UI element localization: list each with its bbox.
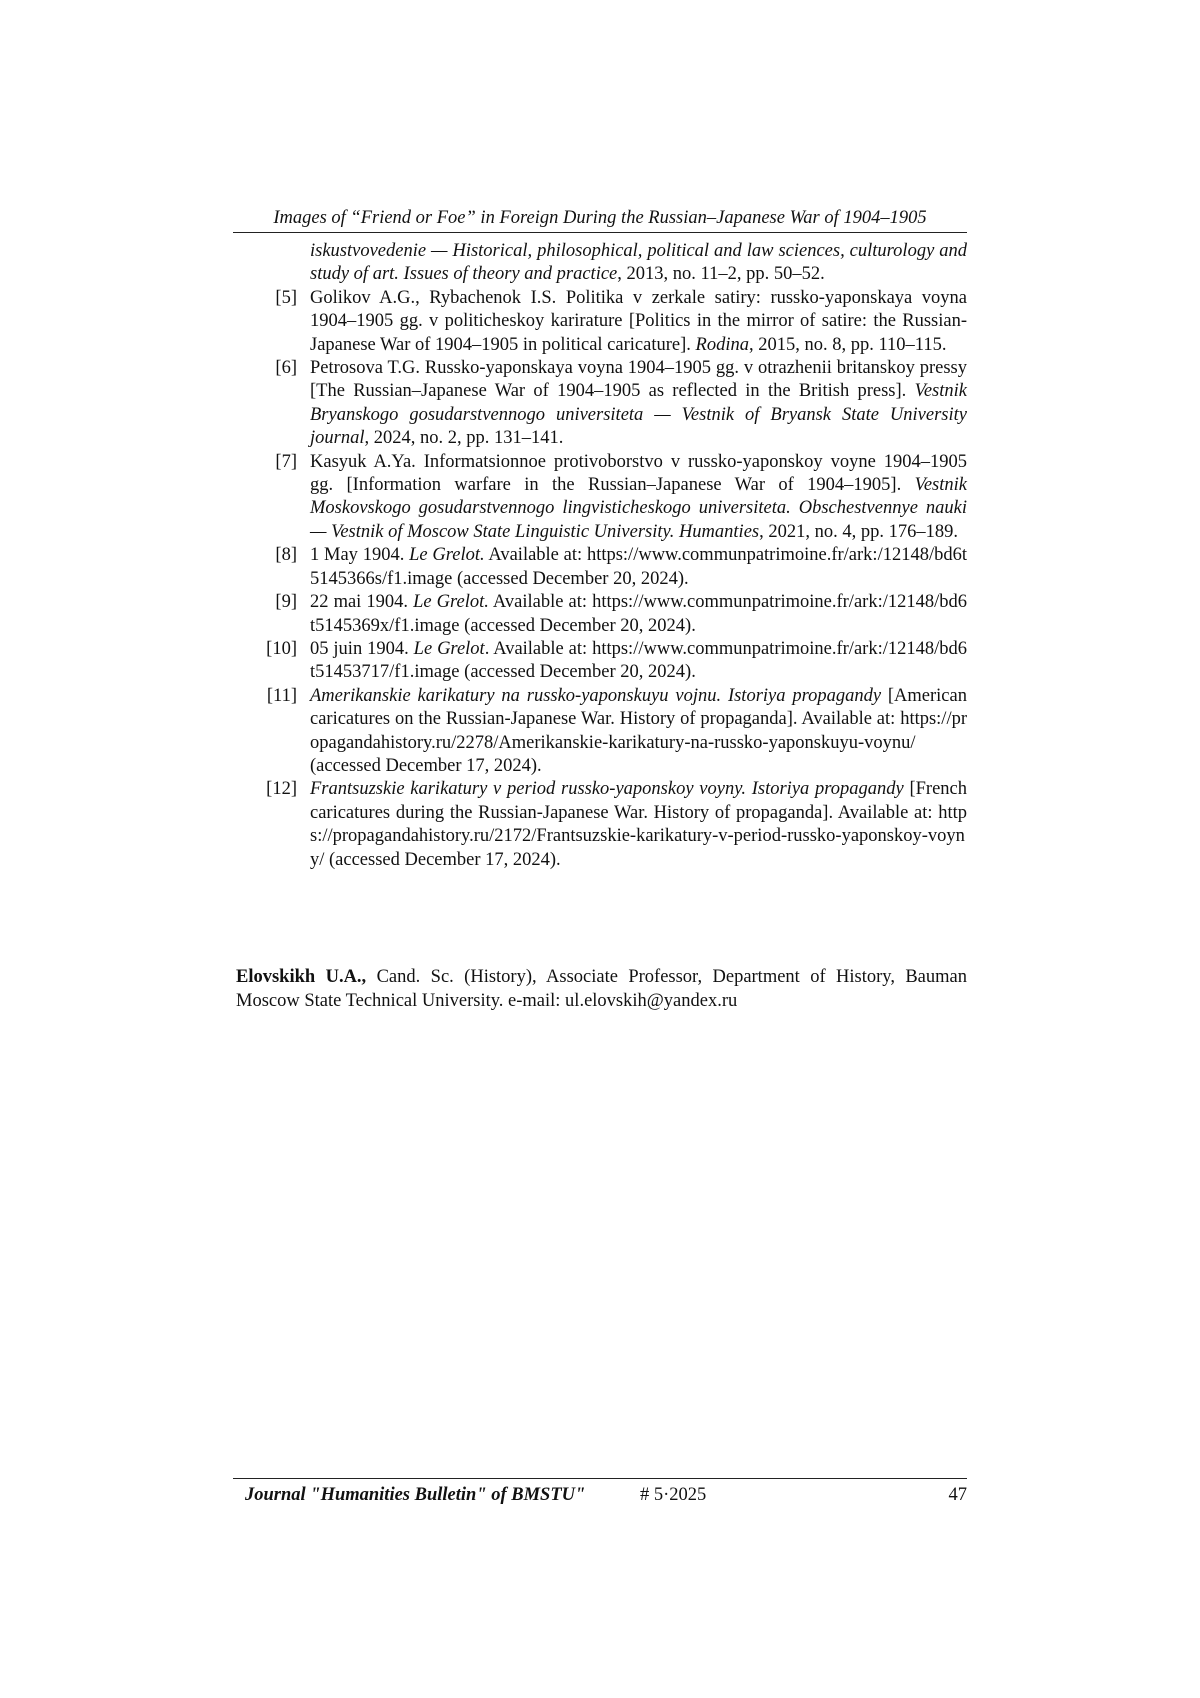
author-info <box>236 965 967 1013</box>
reference-title: Le Grelot. <box>409 545 485 566</box>
reference-item <box>263 287 967 357</box>
reference-title: Vestnik Bryanskogo gosudarstvennogo universiteta — Vestnik of Bryansk State University journal <box>310 381 967 449</box>
reference-title: Vestnik Moskovskogo gosudarstvennogo lingvisticheskogo universiteta. Obschestvennye nauki — Vestnik of Moscow State Linguistic University. Humanties <box>310 475 967 542</box>
reference-text <box>310 591 967 638</box>
reference-segment: [American caricatures on the Russian-Japanese War. History of propaganda]. Available at: <box>310 685 967 730</box>
reference-segment: . Available at: <box>484 638 593 659</box>
reference-segment: , 2021, no. 4, pp. 176–189. <box>759 521 958 542</box>
reference-title: Amerikanskie karikatury na russko-yaponskuyu vojnu. Istoriya propagandy <box>310 685 882 706</box>
reference-item <box>263 357 967 451</box>
reference-text <box>310 638 967 685</box>
reference-number: [10] <box>266 638 297 659</box>
running-title: Images of “Friend or Foe” in Foreign During the Russian–Japanese War of 1904–1905 <box>273 208 927 228</box>
reference-number: [8] <box>275 545 297 566</box>
reference-item <box>263 451 967 545</box>
reference-title: Le Grelot. <box>413 592 489 613</box>
reference-url: https://www.communpatrimoine.fr/ark:/12148/bd6t5145366s/f1.image <box>310 545 967 589</box>
footer-rule <box>233 1478 967 1479</box>
reference-segment: 1 May 1904. <box>310 545 410 566</box>
reference-title: Le Grelot <box>413 638 485 659</box>
reference-number: [11] <box>266 685 297 706</box>
reference-url: https://www.communpatrimoine.fr/ark:/12148/bd6t51453717/f1.image <box>310 638 967 683</box>
journal-title: Journal "Humanities Bulletin" of BMSTU" <box>245 1485 586 1505</box>
reference-text <box>310 240 967 287</box>
reference-segment: (accessed December 17, 2024). <box>310 755 542 776</box>
reference-segment: Golikov A.G., Rybachenok I.S. Politika v zerkale satiry: russko-yaponskaya voyna 1904–1905 gg. v politicheskoy karirature [Politics in the mirror of satire: the Russian-Japanese War of 1904–1905 in political caricature]. <box>310 287 967 355</box>
reference-title: Rodina <box>695 334 749 355</box>
reference-segment: (accessed December 20, 2024). <box>452 568 689 589</box>
reference-segment: Kasyuk A.Ya. Informatsionnoe protivoborstvo v russko-yaponskoy voyne 1904–1905 gg. [Information warfare in the Russian–Japanese War of 1904–1905]. <box>310 451 967 496</box>
page-footer <box>245 1482 967 1508</box>
reference-item <box>263 778 967 872</box>
reference-segment: Available at: <box>488 592 593 613</box>
reference-segment: (accessed December 20, 2024). <box>459 662 696 683</box>
reference-title: iskustvovedenie — Historical, philosophical, political and law sciences, culturology and study of art. Issues of theory and practice <box>310 241 967 285</box>
reference-text <box>310 451 967 545</box>
reference-url: https://propagandahistory.ru/2278/Amerikanskie-karikatury-na-russko-yaponskuyu-voynu/ <box>310 709 967 753</box>
reference-number: [5] <box>275 287 297 308</box>
reference-item <box>263 638 967 685</box>
reference-text <box>310 357 967 451</box>
author-details: Cand. Sc. (History), Associate Professor, Department of History, Bauman Moscow State Technical University. e-mail: ul.elovskih@yandex.ru <box>236 967 967 1011</box>
reference-text <box>310 544 967 591</box>
reference-title: Frantsuzskie karikatury v period russko-yaponskoy voyny. Istoriya propagandy <box>310 779 904 800</box>
reference-item <box>263 685 967 779</box>
issue-number: # 5·2025 <box>640 1485 707 1505</box>
reference-number: [12] <box>266 779 297 800</box>
reference-segment: Available at: <box>484 545 587 566</box>
reference-segment: (accessed December 20, 2024). <box>459 615 696 636</box>
reference-url: https://www.communpatrimoine.fr/ark:/12148/bd6t5145369x/f1.image <box>310 592 967 636</box>
reference-number: [7] <box>275 451 297 472</box>
page-number: 47 <box>948 1485 967 1505</box>
author-name: Elovskikh U.A., <box>236 967 367 987</box>
reference-text <box>310 287 967 357</box>
header-rule <box>233 232 967 233</box>
reference-segment: (accessed December 17, 2024). <box>324 849 561 870</box>
reference-segment: [French caricatures during the Russian-Japanese War. History of propaganda]. Available at: <box>310 779 967 823</box>
reference-number: [6] <box>275 358 297 379</box>
reference-item <box>263 591 967 638</box>
reference-number: [9] <box>275 592 297 613</box>
reference-segment: , 2013, no. 11–2, pp. 50–52. <box>617 264 825 285</box>
reference-segment: Petrosova T.G. Russko-yaponskaya voyna 1904–1905 gg. v otrazhenii britanskoy pressy [The Russian–Japanese War of 1904–1905 as reflected in the British press]. <box>310 358 967 402</box>
reference-text <box>310 685 967 779</box>
reference-item <box>263 544 967 591</box>
reference-segment: , 2015, no. 8, pp. 110–115. <box>748 334 947 355</box>
reference-segment: , 2024, no. 2, pp. 131–141. <box>364 428 564 449</box>
reference-text <box>310 778 967 872</box>
reference-segment: 05 juin 1904. <box>310 638 414 659</box>
reference-url: https://propagandahistory.ru/2172/Frantsuzskie-karikatury-v-period-russko-yaponskoy-voyny/ <box>310 802 967 870</box>
reference-item <box>263 240 967 287</box>
reference-segment: 22 mai 1904. <box>310 592 414 613</box>
reference-list <box>263 240 967 872</box>
